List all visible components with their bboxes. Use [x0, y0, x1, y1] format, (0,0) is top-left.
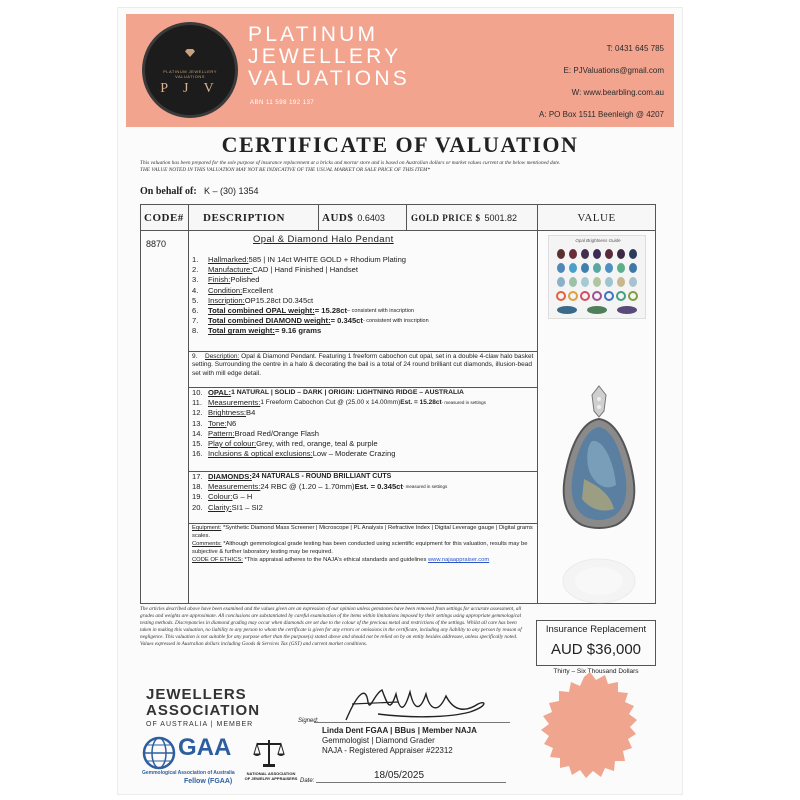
diamond-details-list — [189, 472, 537, 513]
jaa-logo-line2: ASSOCIATION — [146, 702, 261, 719]
gaa-globe-icon — [142, 736, 176, 770]
header-banner — [126, 14, 674, 127]
brightness-chart-graphic — [549, 236, 647, 320]
list-item: 19. Colour: G – H — [192, 492, 253, 502]
comments-note: Comments: *Although gemmological grade testing has been conducted using scientific equipment for this valuation, results may be subjective & further laboratory testing may be required. — [192, 541, 528, 555]
gold-price-label: GOLD PRICE $ — [411, 212, 481, 223]
equipment-note: Equipment: *Synthetic Diamond Mass Screener | Microscope | PL Analysis | Refractive Index | Digital Leverage gauge | Digital grams scales. — [192, 525, 533, 539]
list-item: 12. Brightness: B4 — [192, 408, 256, 418]
date-label: Date: — [300, 778, 315, 784]
list-item: 15. Play of colour: Grey, with red, orange, teal & purple — [192, 439, 378, 449]
disclaimer — [140, 160, 670, 174]
handwritten-signature — [338, 682, 498, 724]
naja-logo-text: NATIONAL ASSOCIATION OF JEWELRY APPRAISERS — [244, 771, 298, 781]
embossed-seal — [530, 670, 650, 790]
gaa-subtitle: Gemmological Association of Australia — [142, 770, 235, 776]
list-item: 18. Measurements: 24 RBC @ (1.20 – 1.70mm) Est. = 0.345ct - measured in settings — [192, 482, 448, 492]
valuation-date: 18/05/2025 — [374, 770, 425, 781]
description-section — [189, 351, 537, 387]
contact-website: W: www.bearbling.com.au — [571, 88, 664, 97]
signature-line — [314, 722, 510, 723]
list-item: 16. Inclusions & optical exclusions: Low – Moderate Crazing — [192, 449, 396, 459]
item-description: 9. Description: Opal & Diamond Pendant. Featuring 1 freeform cabochon cut opal, set in a double 4-claw halo basket setting. Surrounding the centre in a halo & decorating the bail is a total of 24 round brilliant cut diamonds, illusion-bead set with mill edge detail. — [192, 353, 534, 377]
opal-row-blue — [557, 263, 637, 273]
opal-brightness-chart — [548, 235, 646, 319]
ethics-note: CODE OF ETHICS: *This appraisal adheres to the NAJA's ethical standards and guidelines www.najaappraiser.com — [192, 557, 490, 564]
pendant-bail — [592, 386, 606, 417]
list-item: 10. OPAL: 1 NATURAL | SOLID – DARK | ORIGIN: LIGHTNING RIDGE – AUSTRALIA — [192, 388, 464, 397]
signer-name: Linda Dent FGAA | BBus | Member NAJA — [322, 726, 477, 735]
table-header-row — [141, 205, 655, 231]
behalf-value: K – (30) 1354 — [204, 186, 259, 196]
gold-price-header — [407, 205, 538, 230]
list-item: 8. Total gram weight: = 9.16 grams — [192, 326, 322, 336]
pendant-reflection — [563, 559, 635, 603]
fine-print: The articles described above have been examined and the values given are an expression of our opinion unless gemstones have been removed from settings for accurate assessment, all grades and weights are approximate. All conclusions are substantiated by careful examination of the items within limitations imposed by their settings using appropriate gemmological testing methods. Discrepancies in diamond grading may occur when diamonds are set due to the colour of the precious metal and restrictions of the settings. Whilst all care has been taken in making this valuation, no liability to any person to whom the certificate is given for any errors or omissions in the certificate, including any liability to any person by reason of negligence. This valuation is not suitable for any purpose other than the purpose(s) stated above and should not be relied on by an entity besides addressee, unless specifically noted. Values expressed in Australian dollars including Goods & Services Tax (GST) and current market conditions. — [140, 606, 522, 647]
opal-row-samples — [557, 306, 637, 314]
code-header-label: CODE# — [144, 211, 184, 224]
signer-registration: NAJA - Registered Appraiser #22312 — [322, 746, 453, 755]
company-logo — [142, 22, 238, 118]
opal-row-light — [557, 277, 637, 287]
item-code: 8870 — [146, 239, 167, 249]
gaa-logo-text: GAA — [178, 734, 232, 761]
item-title: Opal & Diamond Halo Pendant — [253, 234, 394, 245]
list-item: 14. Pattern: Broad Red/Orange Flash — [192, 428, 320, 438]
item-details-list — [189, 255, 537, 337]
list-item: 1. Hallmarked: 585 | IN 14ct WHITE GOLD + Rhodium Plating — [192, 255, 407, 264]
aud-value: 0.6403 — [357, 212, 385, 223]
code-header — [141, 205, 189, 230]
list-item: 2. Manufacture: CAD | Hand Finished | Handset — [192, 265, 358, 275]
chart-title: Opal Brightness Guide — [575, 238, 621, 243]
signed-label: Signed: — [298, 718, 319, 724]
aud-header-label: AUD$ — [322, 211, 354, 224]
opal-details-list — [189, 388, 537, 459]
insurance-box — [536, 620, 656, 666]
list-item: 17. DIAMONDS: 24 NATURALS - ROUND BRILLIANT CUTS — [192, 472, 392, 481]
aud-header — [319, 205, 407, 230]
naja-scales-icon — [252, 736, 286, 768]
diamond-icon — [185, 49, 195, 57]
contact-phone: T: 0431 645 785 — [606, 44, 664, 53]
list-item: 6. Total combined OPAL weight: = 15.28ct – consistent with inscription — [192, 306, 414, 316]
logo-letters: P J V — [160, 81, 220, 96]
list-item: 13. Tone: N6 — [192, 418, 237, 428]
company-name-line2: JEWELLERY — [248, 45, 402, 68]
insurance-words: Thirty – Six Thousand Dollars — [553, 668, 639, 675]
pendant-photo — [556, 381, 642, 621]
disclaimer-line1: This valuation has been prepared for the sole purpose of insurance replacement at a bricks and mortar store and is based on Australian dollars or market values current at the below mentioned date. — [140, 160, 561, 166]
list-item: 3. Finish: Polished — [192, 275, 260, 285]
notes-section — [189, 523, 537, 603]
abn-number: ABN 11 598 192 137 — [250, 100, 315, 106]
company-name-line3: VALUATIONS — [248, 67, 410, 90]
value-header — [538, 205, 655, 230]
company-name — [248, 24, 458, 90]
list-item: 5. Inscription: OP15.28ct D0.345ct — [192, 295, 314, 305]
contact-address: A: PO Box 1511 Beenleigh @ 4207 — [539, 110, 664, 119]
valuation-table — [140, 204, 656, 604]
list-item: 11. Measurements: 1 Freeform Cabochon Cut @ (25.00 x 14.00mm) Est. = 15.28ct - measured in settings — [192, 398, 486, 408]
naja-link[interactable]: www.najaappraiser.com — [428, 557, 490, 564]
date-line — [316, 782, 506, 783]
contact-email: E: PJValuations@gmail.com — [563, 66, 664, 75]
gaa-fellow: Fellow (FGAA) — [184, 778, 233, 785]
disclaimer-line2: THE VALUE NOTED IN THIS VALUATION MAY NOT BE INDICATIVE OF THE USUAL MARKET OR SALE PRICE OF THIS ITEM* — [140, 167, 431, 173]
opal-row-rings — [557, 292, 637, 300]
company-name-line1: PLATINUM — [248, 23, 379, 46]
insurance-amount: AUD $36,000 — [550, 641, 642, 658]
jaa-logo-line3: OF AUSTRALIA | MEMBER — [146, 721, 254, 728]
jaa-logo-line1: JEWELLERS — [146, 686, 247, 703]
description-header — [189, 205, 319, 230]
value-header-label: VALUE — [577, 211, 616, 224]
value-column — [538, 231, 655, 603]
opal-row-dark — [557, 249, 637, 259]
logo-small-text: PLATINUM JEWELLERY VALUATIONS — [163, 69, 217, 79]
signer-title: Gemmologist | Diamond Grader — [322, 736, 435, 745]
description-header-label: DESCRIPTION — [203, 211, 285, 224]
gold-price-value: 5001.82 — [484, 212, 518, 223]
insurance-label: Insurance Replacement — [545, 624, 647, 635]
list-item: 20. Clarity: SI1 – SI2 — [192, 502, 263, 512]
list-item: 4. Condition: Excellent — [192, 285, 274, 295]
list-item: 7. Total combined DIAMOND weight: = 0.345ct - consistent with inscription — [192, 316, 429, 326]
page-title: CERTIFICATE OF VALUATION — [221, 132, 579, 157]
certificate-page — [118, 8, 682, 794]
behalf-label: On behalf of: — [140, 186, 197, 197]
